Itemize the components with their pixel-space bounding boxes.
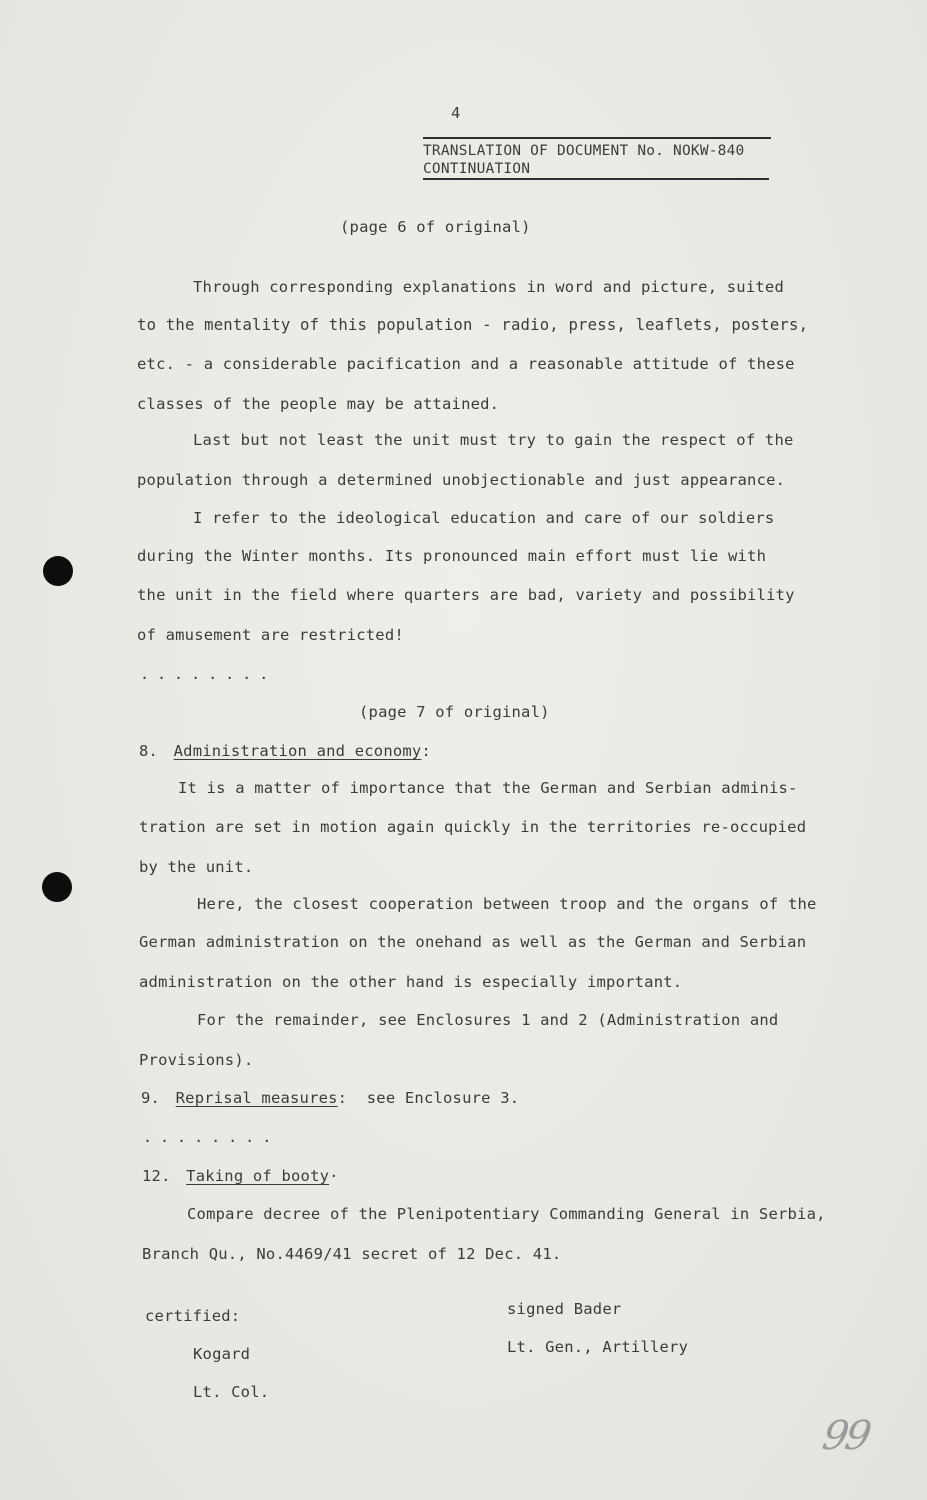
paragraph-line: For the remainder, see Enclosures 1 and 2 (Administration and (197, 1011, 779, 1029)
section8-title-suffix: : (421, 742, 431, 760)
section9-title: Reprisal measures (175, 1089, 338, 1107)
paragraph-line: by the unit. (139, 858, 254, 876)
heading-rule-bottom (423, 178, 769, 180)
binder-hole-bottom (42, 872, 72, 902)
paragraph-line: Here, the closest cooperation between troop and the organs of the (197, 895, 817, 913)
section12-heading (142, 1166, 339, 1186)
page7-marker: (page 7 of original) (359, 703, 550, 721)
paragraph-line: to the mentality of this population - radio, press, leaflets, posters, (137, 316, 809, 334)
binder-hole-top (43, 556, 73, 586)
paragraph-line: etc. - a considerable pacification and a reasonable attitude of these (137, 355, 795, 373)
paragraph-line: population through a determined unobjectionable and just appearance. (137, 471, 786, 489)
signer-rank: Lt. Gen., Artillery (507, 1338, 689, 1356)
document-heading-line2: CONTINUATION (423, 161, 531, 177)
section8-heading (139, 741, 431, 761)
paragraph-line: Branch Qu., No.4469/41 secret of 12 Dec. 41. (142, 1245, 562, 1263)
paragraph-line: It is a matter of importance that the German and Serbian adminis- (178, 779, 798, 797)
certifier-name: Kogard (193, 1345, 251, 1363)
paragraph-line: I refer to the ideological education and care of our soldiers (193, 509, 775, 527)
section9-text: see Enclosure 3. (366, 1089, 520, 1107)
signed-line: signed Bader (507, 1300, 622, 1318)
paragraph-line: tration are set in motion again quickly in the territories re-occupied (139, 818, 807, 836)
heading-rule-top (423, 137, 771, 139)
certifier-rank: Lt. Col. (193, 1383, 270, 1401)
omission-ellipsis: ........ (143, 1128, 280, 1146)
paragraph-line: Last but not least the unit must try to gain the respect of the (193, 431, 794, 449)
section8-title: Administration and economy (173, 742, 422, 760)
page6-marker: (page 6 of original) (340, 218, 531, 236)
paragraph-line: classes of the people may be attained. (137, 395, 500, 413)
section12-title-suffix: · (329, 1167, 339, 1185)
paragraph-line: Compare decree of the Plenipotentiary Commanding General in Serbia, (187, 1205, 826, 1223)
paragraph-line: during the Winter months. Its pronounced main effort must lie with (137, 547, 767, 565)
paragraph-line: the unit in the field where quarters are bad, variety and possibility (137, 586, 795, 604)
document-heading-line1: TRANSLATION OF DOCUMENT No. NOKW-840 (423, 143, 745, 159)
section9-number: 9. (141, 1089, 161, 1107)
section8-number: 8. (139, 742, 159, 760)
paragraph-line: of amusement are restricted! (137, 626, 404, 644)
paragraph-line: Provisions). (139, 1051, 254, 1069)
handwritten-page-number: 99 (818, 1413, 872, 1459)
paragraph-line: administration on the other hand is especially important. (139, 973, 683, 991)
paragraph-line: German administration on the onehand as well as the German and Serbian (139, 933, 807, 951)
page-number: 4 (451, 104, 461, 122)
section9-title-suffix: : (337, 1089, 348, 1107)
section12-number: 12. (142, 1167, 171, 1185)
section12-title: Taking of booty (186, 1167, 330, 1185)
certified-label: certified: (145, 1307, 241, 1325)
omission-ellipsis: ........ (140, 665, 277, 683)
section9-line (141, 1088, 519, 1108)
paragraph-line: Through corresponding explanations in word and picture, suited (193, 278, 784, 296)
